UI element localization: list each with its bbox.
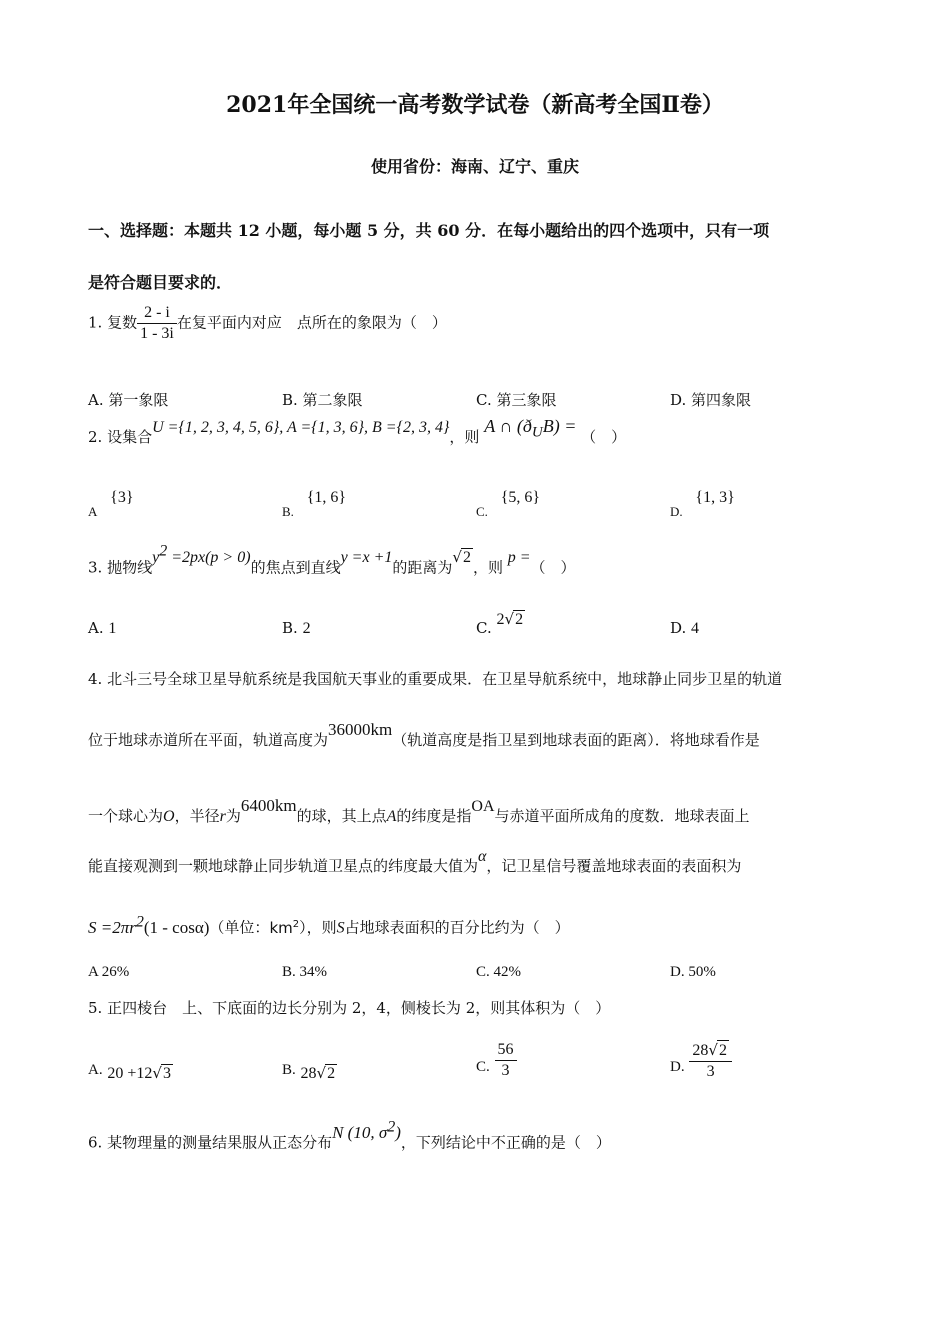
q4-line3b: ，半径	[174, 807, 220, 825]
q4-point-a: A	[386, 808, 397, 825]
question-2	[88, 416, 627, 452]
q4-unit-km: km	[269, 918, 293, 937]
q3-option-a-letter: A.	[88, 619, 104, 637]
section-heading-line2: 是符合题目要求的．	[88, 273, 233, 292]
q3-paren: （ ）	[530, 558, 576, 577]
q4-option-a: A 26%	[88, 964, 130, 980]
q1-option-c: C. 第三象限	[476, 391, 557, 409]
q6-dist: N (10, σ	[332, 1122, 388, 1142]
q1-denominator: 1 - 3i	[140, 325, 174, 342]
q3-option-a-value: 1	[108, 620, 117, 637]
q4-line2a: 位于地球赤道所在平面，轨道高度为	[88, 731, 329, 749]
q3-parabola: $y^2 =2px(p > 0)$	[152, 543, 251, 567]
q5-a-rad: 3	[162, 1065, 171, 1082]
q5-a-val: 20 +12	[107, 1065, 153, 1082]
q3-option-b-value: 2	[302, 620, 311, 637]
q4-radius-value: 6400km	[240, 796, 297, 815]
q4-formula: $S =2\pi r^2(1 - \cos\alpha)$	[88, 913, 210, 937]
q1-suffix: 在复平面内对应 点所在的象限为（ ）	[176, 313, 447, 332]
q2-option-a-letter: A	[88, 504, 98, 519]
q4-line5b: 占地球表面积的百分比约为（ ）	[344, 918, 570, 937]
q4-line3d: 的球，其上点	[296, 807, 387, 825]
q4-line3a: 一个球心为	[88, 807, 164, 825]
q2-sets: U ={1, 2, 3, 4, 5, 6}, A ={1, 3, 6}, B ={2, 3, 4}	[152, 419, 450, 436]
q2-expression	[484, 416, 577, 441]
q6-dist-end: )	[395, 1122, 401, 1142]
q5-c-den: 3	[501, 1062, 510, 1079]
q4-oa: OA	[471, 798, 495, 815]
q4-line2	[88, 720, 760, 750]
q5-option-d	[670, 1040, 732, 1082]
q6-distribution: N (10, $\sigma^2$)	[332, 1118, 401, 1142]
q3-line: y =x +1	[340, 549, 393, 567]
q2-option-b	[282, 488, 347, 519]
q5-option-d-letter: D.	[670, 1059, 685, 1075]
q4-line3c: 为	[225, 807, 241, 825]
q5-d-num-int: 28	[692, 1042, 709, 1059]
q3-option-c: C. 2√2	[476, 610, 524, 637]
q1-option-d: D. 第四象限	[670, 391, 752, 409]
q1-fraction	[137, 303, 177, 344]
q1-option-b: B. 第二象限	[282, 391, 363, 409]
q3-option-d	[670, 619, 699, 638]
q4-s: S	[336, 919, 345, 937]
q3-option-a	[88, 619, 116, 638]
q5-option-a-letter: A.	[88, 1062, 103, 1078]
q5-option-b-letter: B.	[282, 1062, 296, 1078]
q2-option-b-value: {1, 6}	[306, 489, 347, 506]
q2-option-d-value: {1, 3}	[695, 489, 735, 506]
question-3	[88, 543, 576, 577]
q3-sqrt-value: 2	[462, 549, 471, 567]
q3-p: p =	[507, 549, 531, 567]
q2-then: ，则	[449, 428, 480, 446]
q3-option-c-letter: C.	[476, 619, 492, 637]
q2-option-d	[670, 488, 735, 519]
q2-option-d-letter: D.	[670, 504, 683, 519]
q4-option-d: D. 50%	[670, 964, 716, 980]
section-heading-line1: 一、选择题：本题共 12 小题，每小题 5 分，共 60 分．在每小题给出的四个选项中，只有一项	[88, 221, 770, 240]
q5-option-a	[88, 1060, 173, 1082]
q4-line3e: 的纬度是指	[396, 807, 472, 825]
q5-option-d-fraction	[689, 1040, 732, 1082]
q4-unit-a: （单位：	[209, 918, 270, 937]
q3-sqrt: √2	[452, 548, 471, 567]
q5-option-b	[282, 1060, 337, 1082]
q2-expr-start: A ∩ (ð	[484, 416, 532, 436]
q3-eq-rest: =2px(p > 0)	[167, 549, 251, 567]
q2-option-c-letter: C.	[476, 504, 488, 519]
q1-numerator: 2 - i	[137, 303, 177, 324]
q4-line4	[88, 848, 742, 876]
q3-option-d-letter: D.	[670, 619, 687, 637]
q5-option-c	[476, 1040, 517, 1081]
question-1	[88, 303, 447, 344]
q2-option-c-value: {5, 6}	[500, 489, 541, 506]
q4-line1: 4. 北斗三号全球卫星导航系统是我国航天事业的重要成果．在卫星导航系统中，地球静止同步卫星的轨道	[88, 670, 783, 688]
q4-line5	[88, 913, 570, 938]
q4-line2b: （轨道高度是指卫星到地球表面的距离）．将地球看作是	[392, 731, 760, 749]
q5-option-c-letter: C.	[476, 1058, 490, 1075]
q4-unit: $km^2$	[269, 918, 300, 937]
subtitle: 使用省份：海南、辽宁、重庆	[370, 157, 579, 176]
q4-line4a: 能直接观测到一颗地球静止同步轨道卫星点的纬度最大值为	[88, 857, 479, 875]
q4-line3	[88, 796, 750, 826]
q5-d-den: 3	[706, 1063, 715, 1080]
q2-option-a	[88, 488, 134, 519]
q5-b-val: 28	[300, 1065, 317, 1082]
q3-option-c-value: 2	[496, 611, 505, 628]
q4-option-c: C. 42%	[476, 964, 521, 980]
q4-option-b: B. 34%	[282, 964, 327, 980]
question-5: 5. 正四棱台 上、下底面的边长分别为 2，4，侧棱长为 2，则其体积为（ ）	[88, 999, 611, 1017]
q2-option-b-letter: B.	[282, 504, 294, 519]
q2-option-c	[476, 488, 541, 519]
q1-prefix: 1. 复数	[88, 313, 138, 332]
q4-unit-b: ），则	[299, 918, 337, 937]
q3-option-b-letter: B.	[282, 619, 298, 637]
q2-prefix: 2. 设集合	[88, 428, 153, 446]
q3-option-b	[282, 619, 311, 638]
q3-prefix: 3. 抛物线	[88, 558, 153, 577]
q2-paren: （ ）	[581, 428, 627, 446]
q4-orbit-height: 36000km	[328, 720, 393, 739]
q5-b-rad: 2	[327, 1065, 336, 1082]
q5-option-b-value: 28√2	[300, 1064, 336, 1082]
q6-suffix: ，下列结论中不正确的是（ ）	[400, 1133, 611, 1152]
q4-formula-rest: (1 - cosα)	[143, 917, 210, 937]
q3-eq-y: y	[152, 549, 160, 567]
q2-expr-end: B) =	[542, 416, 577, 436]
q5-d-rad: 2	[718, 1042, 727, 1059]
q5-c-num: 56	[495, 1040, 517, 1061]
q5-option-c-fraction	[495, 1040, 517, 1081]
q6-prefix: 6. 某物理量的测量结果服从正态分布	[88, 1133, 333, 1152]
q4-line3f: 与赤道平面所成角的度数．地球表面上	[494, 807, 750, 825]
q4-radius-r: r	[219, 808, 226, 825]
q4-line4b: ，记卫星信号覆盖地球表面的表面积为	[486, 857, 742, 875]
q5-d-num: 28√2	[689, 1040, 732, 1062]
q4-center-o: O	[163, 808, 175, 825]
question-6	[88, 1118, 611, 1153]
q3-then: ，则	[472, 558, 503, 577]
q1-option-a: A. 第一象限	[88, 391, 169, 409]
q4-alpha: α	[478, 848, 487, 865]
page-title: 2021年全国统一高考数学试卷（新高考全国Ⅱ卷）	[226, 92, 724, 118]
q5-option-a-value: 20 +12√3	[107, 1064, 171, 1082]
q3-mid: 的焦点到直线	[250, 558, 341, 577]
q2-expr-sub: U	[531, 424, 543, 441]
q3-dist: 的距离为	[392, 558, 453, 577]
q2-option-a-value: {3}	[110, 489, 134, 506]
q3-option-d-value: 4	[691, 620, 700, 637]
q4-formula-s: S =2πr	[88, 917, 136, 937]
